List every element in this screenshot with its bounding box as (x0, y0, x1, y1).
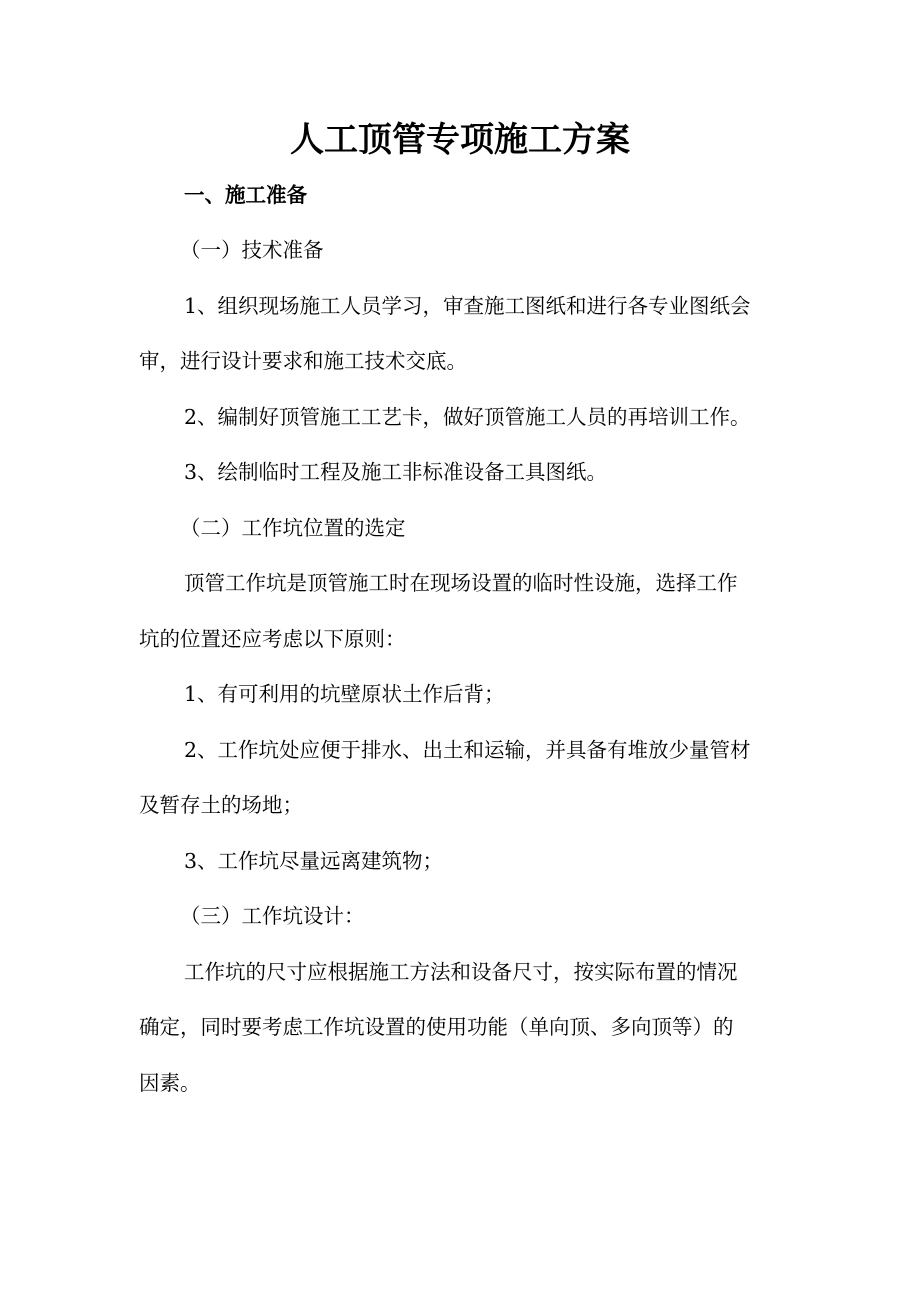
paragraph-line: 因素。 (139, 1071, 201, 1095)
subsection-heading-technical-preparation: （一）技术准备 (180, 238, 324, 262)
paragraph-line: 确定，同时要考虑工作坑设置的使用功能（单向顶、多向顶等）的 (139, 1015, 734, 1039)
paragraph-line: 审，进行设计要求和施工技术交底。 (139, 349, 467, 373)
document-title: 人工顶管专项施工方案 (290, 120, 630, 160)
section-heading-construction-preparation: 一、施工准备 (184, 183, 307, 207)
subsection-heading-pit-design: （三）工作坑设计： (180, 904, 365, 928)
paragraph-line: 及暂存土的场地； (139, 793, 303, 817)
paragraph-line: 顶管工作坑是顶管施工时在现场设置的临时性设施，选择工作 (184, 571, 738, 595)
paragraph-line: 2、工作坑处应便于排水、出土和运输，并具备有堆放少量管材 (184, 738, 751, 762)
paragraph-line: 坑的位置还应考虑以下原则： (139, 627, 406, 651)
paragraph-line: 3、工作坑尽量远离建筑物； (184, 849, 444, 873)
subsection-heading-pit-location: （二）工作坑位置的选定 (180, 516, 406, 540)
paragraph-line: 1、组织现场施工人员学习，审查施工图纸和进行各专业图纸会 (184, 294, 751, 318)
paragraph-line: 3、绘制临时工程及施工非标准设备工具图纸。 (184, 460, 608, 484)
paragraph-line: 工作坑的尺寸应根据施工方法和设备尺寸，按实际布置的情况 (184, 960, 738, 984)
paragraph-line: 2、编制好顶管施工工艺卡，做好顶管施工人员的再培训工作。 (184, 405, 751, 429)
paragraph-line: 1、有可利用的坑壁原状土作后背； (184, 682, 505, 706)
